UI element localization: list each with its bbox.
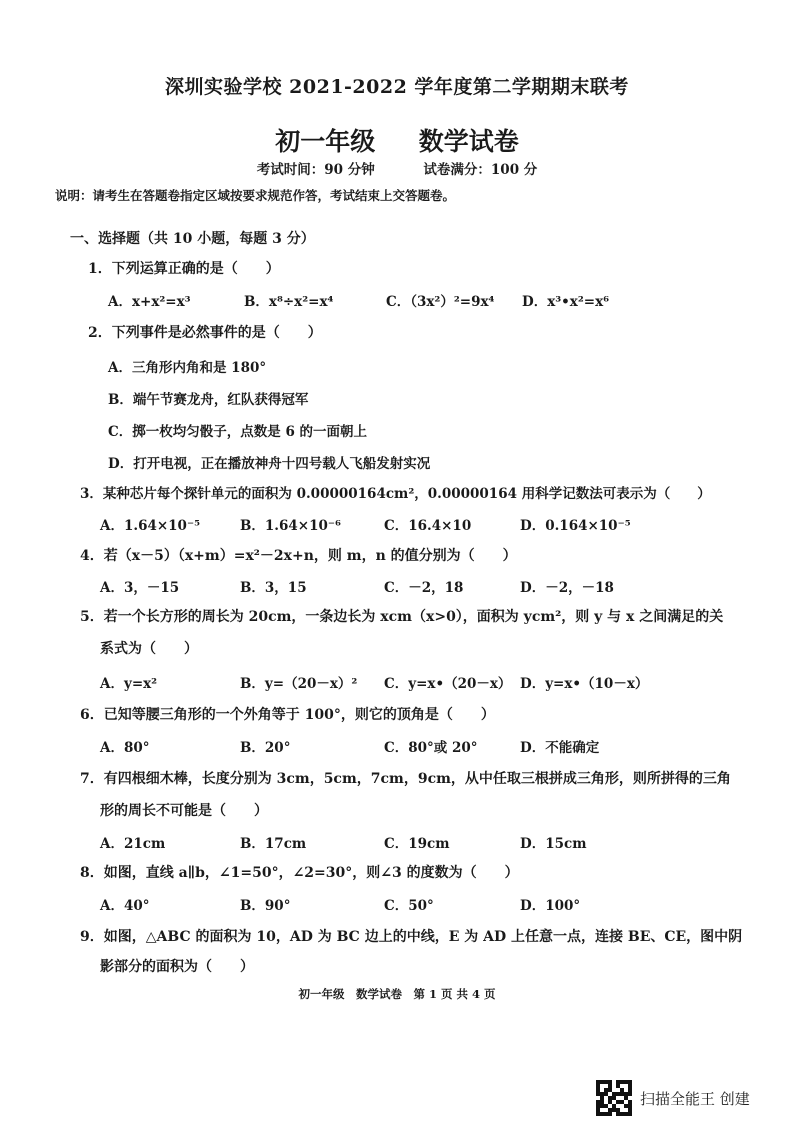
question-7-option-b: B．17cm [240,836,307,852]
section-title: 一、选择题（共 10 小题，每题 3 分） [70,231,315,247]
exam-subtitle [0,122,794,158]
question-7-option-a: A．21cm [100,836,166,852]
question-8-option-a: A．40° [100,898,150,914]
question-5-stem-cont: 系式为（ ） [100,641,198,657]
question-4-option-c: C．－2，18 [384,580,464,596]
page-footer: 初一年级 数学试卷 第 1 页 共 4 页 [298,987,496,1001]
question-8-option-c: C．50° [384,898,434,914]
question-4-option-a: A．3，－15 [100,580,180,596]
question-8-option-d: D．100° [520,898,581,914]
question-9-stem-cont: 影部分的面积为（ ） [100,959,254,975]
instructions: 说明：请考生在答题卷指定区域按要求规范作答，考试结束上交答题卷。 [55,188,456,203]
question-4-option-d: D．－2，－18 [520,580,614,596]
question-1-option-b: B．x⁸÷x²=x⁴ [244,294,334,310]
full-score: 试卷满分：100 分 [423,162,538,178]
question-6-option-d: D．不能确定 [520,740,600,756]
question-6-option-b: B．20° [240,740,291,756]
question-9-stem: 9．如图，△ABC 的面积为 10，AD 为 BC 边上的中线，E 为 AD 上任意一点，连接 BE、CE，图中阴 [80,929,743,945]
question-3-option-b: B．1.64×10⁻⁶ [240,518,341,534]
question-3-option-a: A．1.64×10⁻⁵ [100,518,200,534]
exam-time: 考试时间：90 分钟 [256,162,375,178]
question-5-option-d: D．y=x•（10－x） [520,676,649,692]
question-5-option-c: C．y=x•（20－x） [384,676,512,692]
question-1-option-d: D．x³•x²=x⁶ [522,294,610,310]
question-5-option-b: B．y=（20－x）² [240,676,358,692]
question-2-option-d: D．打开电视，正在播放神舟十四号载人飞船发射实况 [108,456,431,472]
question-7-option-c: C．19cm [384,836,450,852]
exam-meta [0,158,794,178]
question-2-option-a: A．三角形内角和是 180° [108,360,267,376]
question-5-option-a: A．y=x² [100,676,158,692]
question-2-option-b: B．端午节赛龙舟，红队获得冠军 [108,392,309,408]
subject-label: 数学试卷 [418,127,519,156]
question-6-option-a: A．80° [100,740,150,756]
question-2-option-c: C．掷一枚均匀骰子，点数是 6 的一面朝上 [108,424,368,440]
grade-label: 初一年级 [275,127,376,156]
question-7-stem: 7．有四根细木棒，长度分别为 3cm，5cm，7cm，9cm，从中任取三根拼成三角形，则所拼得的三角 [80,771,731,787]
question-7-option-d: D．15cm [520,836,587,852]
exam-title: 深圳实验学校 2021-2022 学年度第二学期期末联考 [165,76,629,98]
qr-code-icon [596,1080,632,1116]
question-3-stem: 3．某种芯片每个探针单元的面积为 0.00000164cm²，0.00000164 用科学记数法可表示为（ ） [80,486,711,502]
question-1-option-a: A．x+x²=x³ [108,294,191,310]
question-4-option-b: B．3，15 [240,580,307,596]
question-1-option-c: C．（3x²）²=9x⁴ [386,294,495,310]
scanner-watermark [596,1080,750,1116]
question-7-stem-cont: 形的周长不可能是（ ） [100,803,268,819]
question-3-option-d: D．0.164×10⁻⁵ [520,518,631,534]
question-5-stem: 5．若一个长方形的周长为 20cm，一条边长为 xcm（x>0），面积为 ycm²，则 y 与 x 之间满足的关 [80,609,724,625]
scanner-label: 扫描全能王 创建 [640,1089,750,1108]
question-6-option-c: C．80°或 20° [384,740,478,756]
question-1-stem: 1．下列运算正确的是（ ） [88,261,280,277]
question-2-stem: 2．下列事件是必然事件的是（ ） [88,325,322,341]
question-3-option-c: C．16.4×10 [384,518,472,534]
question-4-stem: 4．若（x－5）（x+m）=x²－2x+n，则 m，n 的值分别为（ ） [80,548,517,564]
question-6-stem: 6．已知等腰三角形的一个外角等于 100°，则它的顶角是（ ） [80,707,495,723]
question-8-stem: 8．如图，直线 a∥b，∠1=50°，∠2=30°，则∠3 的度数为（ ） [80,865,519,881]
question-8-option-b: B．90° [240,898,291,914]
